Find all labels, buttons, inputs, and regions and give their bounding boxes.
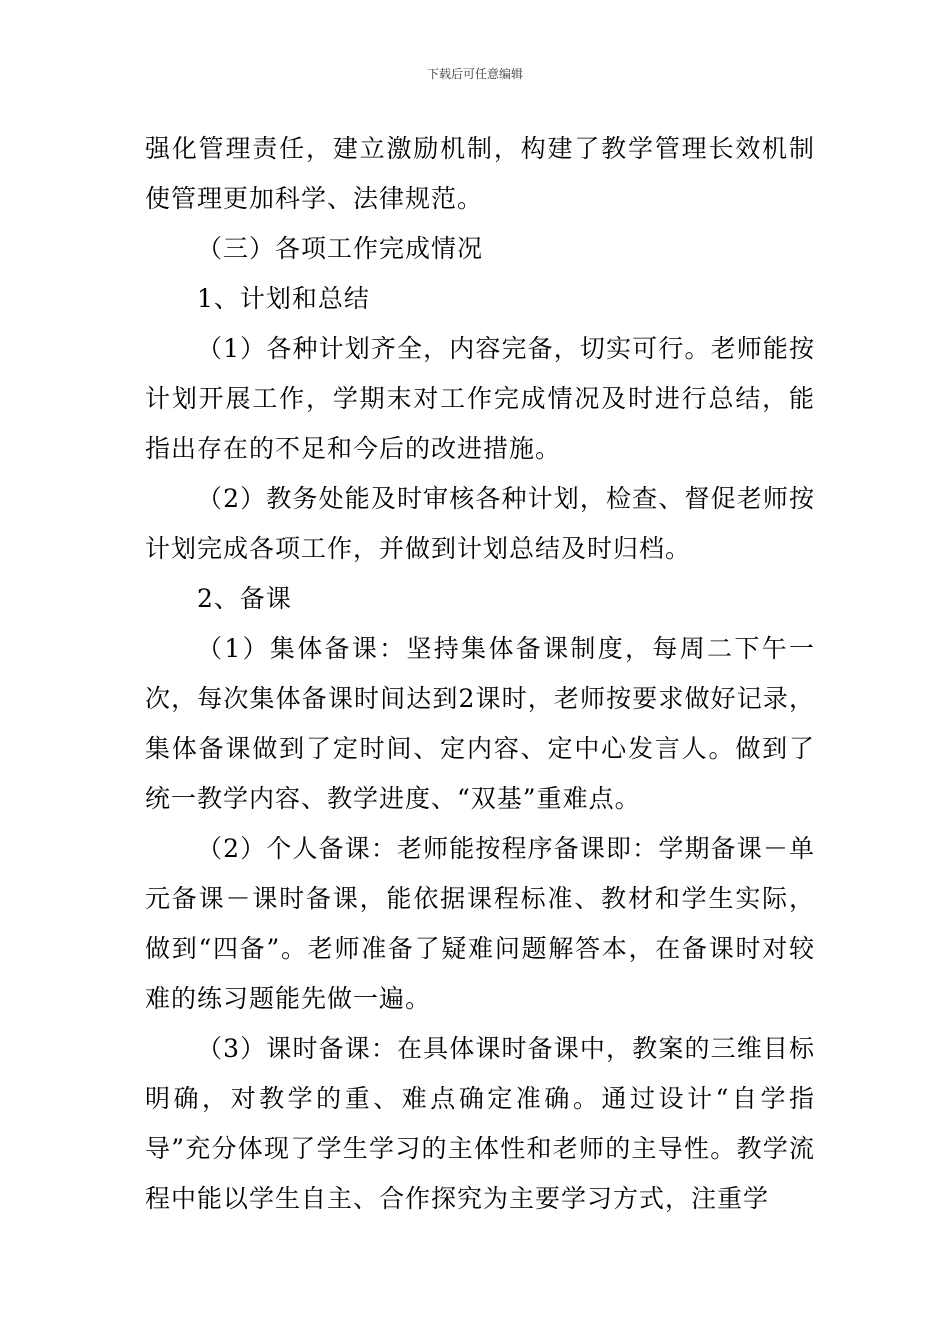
- page-header: 下载后可任意编辑: [426, 67, 523, 81]
- paragraph-plan-1: （1）各种计划齐全，内容完备，切实可行。老师能按计划开展工作，学期末对工作完成情况及时进行总结，能指出存在的不足和今后的改进措施。: [145, 334, 815, 463]
- paragraph-prep-3: （3）课时备课：在具体课时备课中，教案的三维目标明确，对教学的重、难点确定准确。通过设计“自学指导”充分体现了学生学习的主体性和老师的主导性。教学流程中能以学生自主、合作探究为主要学习方式，注重学: [145, 1034, 815, 1213]
- paragraph-1: 强化管理责任，建立激励机制，构建了教学管理长效机制使管理更加科学、法律规范。: [145, 134, 815, 213]
- paragraph-prep-1: （1）集体备课：坚持集体备课制度，每周二下午一次，每次集体备课时间达到2课时，老师按要求做好记录，集体备课做到了定时间、定内容、定中心发言人。做到了统一教学内容、教学进度、“双基”重难点。: [145, 634, 815, 813]
- subheading-lesson-prep: 2、备课: [197, 584, 292, 613]
- document-body: [145, 124, 815, 1224]
- paragraph-plan-2: （2）教务处能及时审核各种计划，检查、督促老师按计划完成各项工作，并做到计划总结及时归档。: [145, 484, 815, 563]
- subheading-plan-summary: 1、计划和总结: [197, 284, 370, 313]
- paragraph-prep-2: （2）个人备课：老师能按程序备课即：学期备课－单元备课－课时备课，能依据课程标准、教材和学生实际，做到“四备”。老师准备了疑难问题解答本，在备课时对较难的练习题能先做一遍。: [145, 834, 815, 1013]
- section-heading-3: （三）各项工作完成情况: [197, 234, 484, 263]
